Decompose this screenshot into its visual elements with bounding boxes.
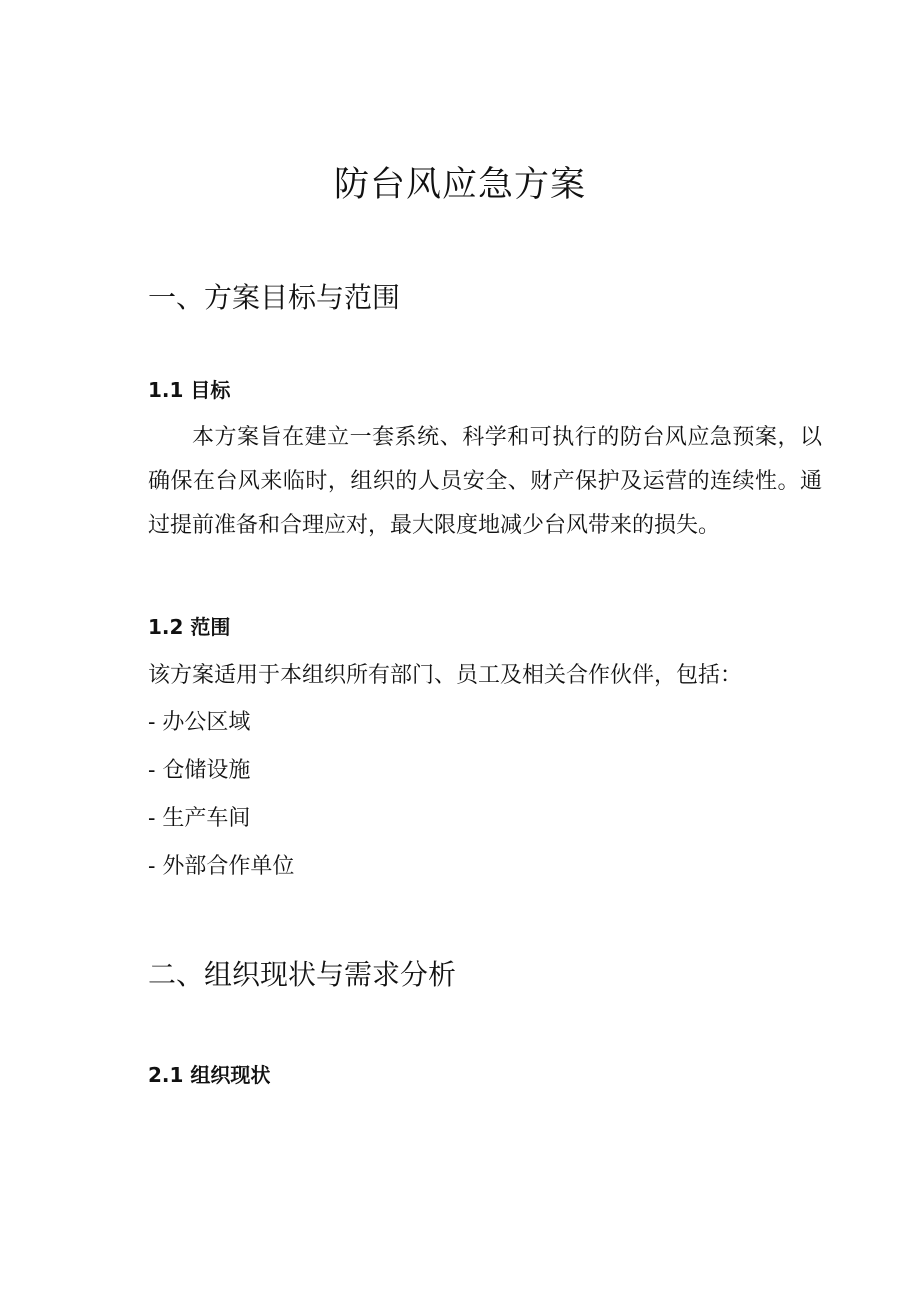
subsection-2-1-heading: 2.1 组织现状 xyxy=(148,1063,271,1087)
list-item-external-partners: - 外部合作单位 xyxy=(148,854,295,879)
list-item-storage-facility: - 仓储设施 xyxy=(148,758,251,783)
list-item-office-area: - 办公区域 xyxy=(148,710,251,735)
subsection-1-2-intro: 该方案适用于本组织所有部门、员工及相关合作伙伴，包括： xyxy=(148,663,743,688)
section-2-heading: 二、组织现状与需求分析 xyxy=(148,958,457,991)
subsection-1-1-heading: 1.1 目标 xyxy=(148,378,231,402)
section-1-heading: 一、方案目标与范围 xyxy=(148,281,401,314)
document-title: 防台风应急方案 xyxy=(333,165,586,205)
list-item-production-workshop: - 生产车间 xyxy=(148,806,251,831)
subsection-1-2-heading: 1.2 范围 xyxy=(148,615,231,639)
subsection-1-1-paragraph: 本方案旨在建立一套系统、科学和可执行的防台风应急预案，以确保在台风来临时，组织的人员安全、财产保护及运营的连续性。通过提前准备和合理应对，最大限度地减少台风带来的损失。 xyxy=(148,425,822,538)
